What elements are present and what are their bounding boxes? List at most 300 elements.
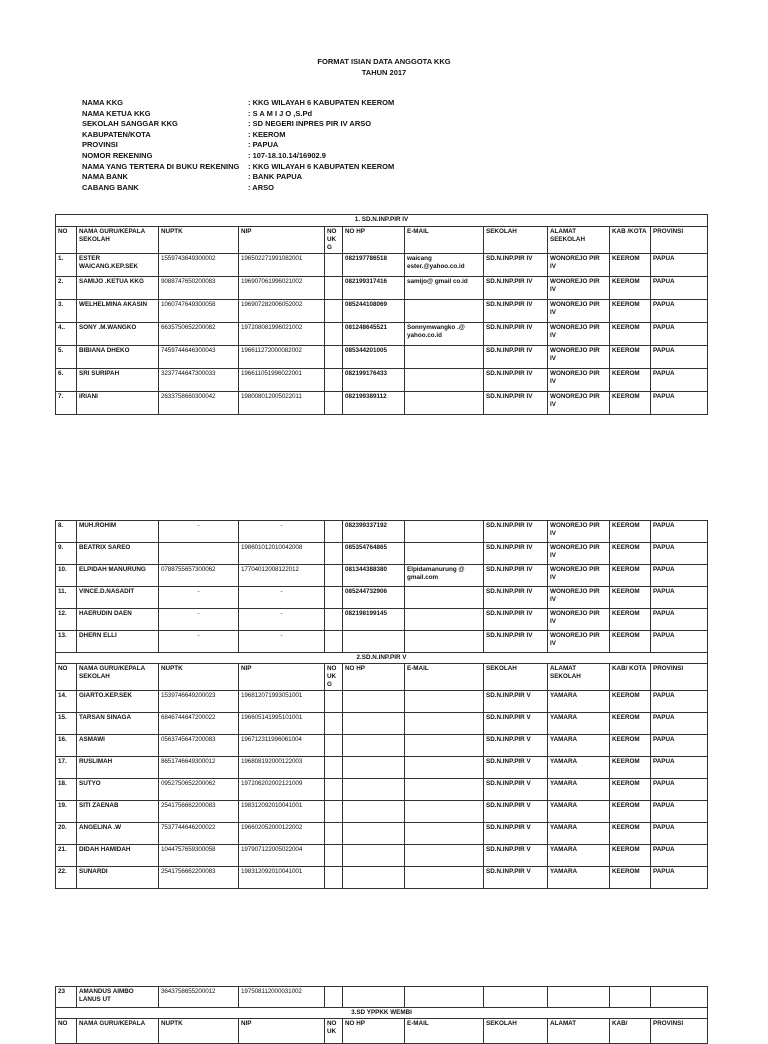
cell-nuptk — [159, 543, 239, 565]
cell-alamat: WONOREJO PIR IV — [548, 609, 610, 631]
cell-kab-kota: KEEROM — [610, 323, 651, 346]
cell-nip: 196611272000082002 — [239, 346, 325, 369]
cell-nuptk: 6635750652200082 — [159, 323, 239, 346]
cell-nuptk: 1539746649200023 — [159, 691, 239, 713]
info-label: KABUPATEN/KOTA — [82, 129, 151, 139]
cell-alamat: YAMARA — [548, 757, 610, 779]
cell-alamat: WONOREJO PIR IV — [548, 369, 610, 392]
column-header-no-hp: NO HP — [343, 227, 405, 254]
cell-nuptk: 7459744646300043 — [159, 346, 239, 369]
cell-nuptk: 2541756662200083 — [159, 801, 239, 823]
cell-email — [405, 845, 484, 867]
cell-kab-kota: KEEROM — [610, 346, 651, 369]
info-value: : KKG WILAYAH 6 KABUPATEN KEEROM — [248, 98, 395, 107]
table-row — [56, 735, 708, 757]
cell-provinsi: PAPUA — [651, 300, 708, 323]
table-body — [56, 521, 708, 653]
cell-no: 13. — [56, 631, 77, 653]
cell-nuptk: 1044757659300058 — [159, 845, 239, 867]
cell-nuptk: 1559743649300002 — [159, 254, 239, 277]
cell-provinsi: PAPUA — [651, 713, 708, 735]
cell-no: 7. — [56, 392, 77, 415]
cell-no-ukg — [325, 254, 343, 277]
cell-email: samijo@ gmail co.id — [405, 277, 484, 300]
cell-provinsi: PAPUA — [651, 691, 708, 713]
cell-kab-kota: KEEROM — [610, 254, 651, 277]
cell-sekolah: SD.N.INP.PIR IV — [484, 300, 548, 323]
cell-email: Elpidamanurung @ gmail.com — [405, 565, 484, 587]
cell-sekolah: SD.N.INP.PIR V — [484, 801, 548, 823]
cell-email — [405, 867, 484, 889]
info-label: NAMA KKG — [82, 98, 123, 107]
table-row — [56, 757, 708, 779]
cell-alamat: WONOREJO PIR IV — [548, 631, 610, 653]
section-title: 1. SD.N.INP.PIR IV — [56, 215, 708, 227]
column-header-no-ukg: NO UK G — [325, 664, 343, 691]
cell-no-ukg — [325, 845, 343, 867]
info-value: : KEEROM — [248, 129, 286, 139]
cell-kab-kota: KEEROM — [610, 565, 651, 587]
cell-nuptk: 9088747650200083 — [159, 277, 239, 300]
cell-sekolah: SD.N.INP.PIR V — [484, 823, 548, 845]
cell-nip: - — [239, 631, 325, 653]
table-row — [56, 845, 708, 867]
table-row — [56, 779, 708, 801]
cell-alamat: YAMARA — [548, 801, 610, 823]
cell-no-hp: 082199389112 — [343, 392, 405, 415]
cell-sekolah: SD.N.INP.PIR IV — [484, 323, 548, 346]
cell-nama: ELPIDAH MANURUNG — [77, 565, 159, 587]
info-value: : SD NEGERI INPRES PIR IV ARSO — [248, 119, 372, 129]
cell-nama: RUSLIMAH — [77, 757, 159, 779]
cell-no-hp — [343, 691, 405, 713]
cell-alamat: WONOREJO PIR IV — [548, 323, 610, 346]
cell-nama: WELHELMINA AKASIN — [77, 300, 159, 323]
column-header-nuptk: NUPTK — [159, 227, 239, 254]
cell-no-ukg — [325, 867, 343, 889]
column-header-alamat: ALAMAT SEEKOLAH — [548, 227, 610, 254]
cell-provinsi: PAPUA — [651, 867, 708, 889]
cell-no-ukg — [325, 823, 343, 845]
cell-no-hp: 085244108069 — [343, 300, 405, 323]
column-header-provinsi: PROVINSI — [651, 664, 708, 691]
cell-sekolah: SD.N.INP.PIR V — [484, 735, 548, 757]
cell-nip: 198312092010041001 — [239, 801, 325, 823]
cell-provinsi: PAPUA — [651, 277, 708, 300]
cell-sekolah: SD.N.INP.PIR V — [484, 713, 548, 735]
cell-no-hp — [343, 779, 405, 801]
cell-nip: 196712311996061004 — [239, 735, 325, 757]
info-label: NAMA YANG TERTERA DI BUKU REKENING — [82, 161, 240, 171]
cell-nama: ASMAWI — [77, 735, 159, 757]
cell-no-ukg — [325, 757, 343, 779]
document-title: FORMAT ISIAN DATA ANGGOTA KKG — [317, 57, 451, 66]
cell-nuptk: 0788755657300062 — [159, 565, 239, 587]
cell-no: 3. — [56, 300, 77, 323]
column-header-kab-kota: KAB/ KOTA — [610, 664, 651, 691]
info-value: : S A M I J O ,S.Pd — [248, 108, 313, 118]
cell-nip: - — [239, 521, 325, 543]
cell-nuptk: 3643758655200012 — [159, 987, 239, 1008]
column-header-nip: NIP — [239, 1019, 325, 1044]
cell-no-ukg — [325, 300, 343, 323]
cell-no: 16. — [56, 735, 77, 757]
cell-nuptk: - — [159, 631, 239, 653]
column-header-nama: NAMA GURU/KEPALA SEKOLAH — [77, 664, 159, 691]
cell-no: 14. — [56, 691, 77, 713]
cell-nip: - — [239, 587, 325, 609]
column-header-row — [56, 664, 708, 691]
cell-no-hp — [343, 757, 405, 779]
cell-kab-kota: KEEROM — [610, 801, 651, 823]
cell-nama: MUH.ROHIM — [77, 521, 159, 543]
cell-nama: SONY .M.WANGKO — [77, 323, 159, 346]
info-value: : 107-18.10.14/16902.9 — [248, 150, 326, 160]
cell-no-ukg — [325, 609, 343, 631]
table-row — [56, 823, 708, 845]
cell-no-ukg — [325, 392, 343, 415]
table-row — [56, 801, 708, 823]
column-header-email: E-MAIL — [405, 1019, 484, 1044]
cell-alamat: YAMARA — [548, 691, 610, 713]
cell-no-ukg — [325, 521, 343, 543]
cell-no: 10. — [56, 565, 77, 587]
table-body — [56, 254, 708, 415]
cell-alamat: YAMARA — [548, 713, 610, 735]
cell-provinsi: PAPUA — [651, 369, 708, 392]
table-row — [56, 543, 708, 565]
cell-provinsi — [651, 987, 708, 1008]
cell-kab-kota: KEEROM — [610, 735, 651, 757]
cell-provinsi: PAPUA — [651, 845, 708, 867]
cell-nama: SRI SURIPAH — [77, 369, 159, 392]
cell-kab-kota: KEEROM — [610, 300, 651, 323]
cell-email — [405, 392, 484, 415]
cell-nuptk: 8651746649300012 — [159, 757, 239, 779]
info-label: NAMA BANK — [82, 172, 128, 182]
cell-kab-kota: KEEROM — [610, 609, 651, 631]
cell-provinsi: PAPUA — [651, 587, 708, 609]
cell-sekolah: SD.N.INP.PIR IV — [484, 565, 548, 587]
member-table-2 — [55, 520, 708, 889]
info-value: : ARSO — [248, 182, 274, 192]
cell-no: 6. — [56, 369, 77, 392]
header-row — [56, 1019, 708, 1044]
cell-kab-kota: KEEROM — [610, 757, 651, 779]
cell-nuptk: 6846744647200022 — [159, 713, 239, 735]
cell-nip: 196812071993051001 — [239, 691, 325, 713]
cell-no-hp: 082199317416 — [343, 277, 405, 300]
cell-no-ukg — [325, 801, 343, 823]
table-row — [56, 277, 708, 300]
cell-alamat: WONOREJO PIR IV — [548, 565, 610, 587]
cell-nuptk: 0952750652200062 — [159, 779, 239, 801]
table-row — [56, 369, 708, 392]
cell-provinsi: PAPUA — [651, 254, 708, 277]
info-label: PROVINSI — [82, 140, 118, 150]
cell-no-hp — [343, 713, 405, 735]
cell-nuptk: 0563745647200083 — [159, 735, 239, 757]
cell-nuptk: - — [159, 587, 239, 609]
table-body — [56, 691, 708, 889]
cell-nip: 196611051996022001 — [239, 369, 325, 392]
cell-kab-kota: KEEROM — [610, 587, 651, 609]
cell-sekolah: SD.N.INP.PIR IV — [484, 521, 548, 543]
cell-alamat: WONOREJO PIR IV — [548, 254, 610, 277]
cell-nama: ANGELINA .W — [77, 823, 159, 845]
cell-provinsi: PAPUA — [651, 346, 708, 369]
cell-nuptk: - — [159, 521, 239, 543]
cell-no: 21. — [56, 845, 77, 867]
cell-provinsi: PAPUA — [651, 392, 708, 415]
column-header-sekolah: SEKOLAH — [484, 227, 548, 254]
column-header-nip: NIP — [239, 227, 325, 254]
cell-nip: 196602052000122002 — [239, 823, 325, 845]
cell-no: 15. — [56, 713, 77, 735]
cell-no-hp: 085354764865 — [343, 543, 405, 565]
cell-nuptk: 2633758660300042 — [159, 392, 239, 415]
cell-email — [405, 823, 484, 845]
cell-no-hp: 082198199145 — [343, 609, 405, 631]
cell-email — [405, 587, 484, 609]
cell-provinsi: PAPUA — [651, 735, 708, 757]
column-header-no-ukg: NO UK — [325, 1019, 343, 1044]
column-header-nip: NIP — [239, 664, 325, 691]
cell-alamat: YAMARA — [548, 823, 610, 845]
cell-sekolah — [484, 987, 548, 1008]
info-value: : BANK PAPUA — [248, 172, 303, 182]
cell-alamat: WONOREJO PIR IV — [548, 346, 610, 369]
cell-nip: - — [239, 609, 325, 631]
cell-email — [405, 609, 484, 631]
cell-no-ukg — [325, 565, 343, 587]
cell-no-hp — [343, 845, 405, 867]
cell-alamat: WONOREJO PIR IV — [548, 392, 610, 415]
cell-nama: GIARTO.KEP.SEK — [77, 691, 159, 713]
cell-no: 1. — [56, 254, 77, 277]
cell-sekolah: SD.N.INP.PIR IV — [484, 254, 548, 277]
cell-provinsi: PAPUA — [651, 565, 708, 587]
column-header-nuptk: NUPTK — [159, 1019, 239, 1044]
cell-kab-kota: KEEROM — [610, 521, 651, 543]
cell-nama: IRIANI — [77, 392, 159, 415]
cell-provinsi: PAPUA — [651, 323, 708, 346]
column-header-email: E-MAIL — [405, 227, 484, 254]
cell-email — [405, 757, 484, 779]
cell-no-ukg — [325, 277, 343, 300]
cell-sekolah: SD.N.INP.PIR V — [484, 867, 548, 889]
cell-no: 22. — [56, 867, 77, 889]
document-year: TAHUN 2017 — [361, 68, 407, 77]
cell-nip: 198008012005022011 — [239, 392, 325, 415]
cell-no: 12. — [56, 609, 77, 631]
cell-alamat: WONOREJO PIR IV — [548, 587, 610, 609]
column-header-nama: NAMA GURU/KEPALA SEKOLAH — [77, 227, 159, 254]
info-value: : PAPUA — [248, 140, 279, 150]
column-header-email: E-MAIL — [405, 664, 484, 691]
column-header-no-hp: NO HP — [343, 1019, 405, 1044]
cell-alamat: YAMARA — [548, 845, 610, 867]
cell-nip: 197508112000031002 — [239, 987, 325, 1008]
table-row — [56, 323, 708, 346]
cell-kab-kota: KEEROM — [610, 845, 651, 867]
column-header-nama: NAMA GURU/KEPALA — [77, 1019, 159, 1044]
cell-nama: SITI ZAENAB — [77, 801, 159, 823]
cell-no: 5. — [56, 346, 77, 369]
cell-nip: 196808192000122003 — [239, 757, 325, 779]
cell-nip: 198312092010041001 — [239, 867, 325, 889]
table-row — [56, 631, 708, 653]
section-row — [56, 215, 708, 227]
cell-no: 9. — [56, 543, 77, 565]
cell-alamat: YAMARA — [548, 735, 610, 757]
cell-sekolah: SD.N.INP.PIR V — [484, 845, 548, 867]
cell-no: 4.. — [56, 323, 77, 346]
cell-email — [405, 987, 484, 1008]
cell-nama: BIBIANA DHEKO — [77, 346, 159, 369]
cell-sekolah: SD.N.INP.PIR IV — [484, 369, 548, 392]
cell-kab-kota: KEEROM — [610, 779, 651, 801]
cell-alamat: WONOREJO PIR IV — [548, 543, 610, 565]
cell-sekolah: SD.N.INP.PIR IV — [484, 392, 548, 415]
cell-email — [405, 779, 484, 801]
cell-nip: 196907282006052002 — [239, 300, 325, 323]
cell-provinsi: PAPUA — [651, 609, 708, 631]
cell-nama: VINCE.D.NASADIT — [77, 587, 159, 609]
cell-email — [405, 713, 484, 735]
table-row — [56, 346, 708, 369]
column-header-nuptk: NUPTK — [159, 664, 239, 691]
cell-email — [405, 801, 484, 823]
cell-sekolah: SD.N.INP.PIR V — [484, 779, 548, 801]
cell-nuptk: - — [159, 609, 239, 631]
table-row — [56, 565, 708, 587]
column-header-alamat: ALAMAT — [548, 1019, 610, 1044]
column-header-row — [56, 227, 708, 254]
cell-nama: HAERUDIN DAEN — [77, 609, 159, 631]
header-row — [56, 664, 708, 691]
cell-sekolah: SD.N.INP.PIR IV — [484, 587, 548, 609]
column-header-no: NO — [56, 227, 77, 254]
cell-no-ukg — [325, 587, 343, 609]
cell-no-ukg — [325, 735, 343, 757]
cell-nip: 197208081996021002 — [239, 323, 325, 346]
cell-kab-kota: KEEROM — [610, 277, 651, 300]
cell-provinsi: PAPUA — [651, 801, 708, 823]
table-row — [56, 691, 708, 713]
cell-sekolah: SD.N.INP.PIR IV — [484, 543, 548, 565]
column-header-sekolah: SEKOLAH — [484, 664, 548, 691]
cell-sekolah: SD.N.INP.PIR IV — [484, 609, 548, 631]
cell-email: waicang ester.@yahoo.co.id — [405, 254, 484, 277]
cell-no: 23 — [56, 987, 77, 1008]
section-row — [56, 1008, 708, 1019]
cell-nuptk: 3237744647300033 — [159, 369, 239, 392]
cell-no-ukg — [325, 691, 343, 713]
cell-alamat: YAMARA — [548, 779, 610, 801]
table-row — [56, 609, 708, 631]
cell-email — [405, 369, 484, 392]
cell-nip: 197907122005022004 — [239, 845, 325, 867]
cell-email — [405, 631, 484, 653]
cell-no: 8. — [56, 521, 77, 543]
cell-kab-kota: KEEROM — [610, 631, 651, 653]
cell-email — [405, 543, 484, 565]
cell-no-hp — [343, 735, 405, 757]
cell-provinsi: PAPUA — [651, 631, 708, 653]
table-body — [56, 987, 708, 1008]
section-row — [56, 653, 708, 664]
cell-no-hp — [343, 823, 405, 845]
table-row — [56, 587, 708, 609]
cell-sekolah: SD.N.INP.PIR IV — [484, 346, 548, 369]
cell-no-hp — [343, 867, 405, 889]
cell-nama: SUTYO — [77, 779, 159, 801]
cell-nama: DHERN ELLI — [77, 631, 159, 653]
cell-provinsi: PAPUA — [651, 543, 708, 565]
cell-kab-kota: KEEROM — [610, 691, 651, 713]
cell-no-hp: 082199176433 — [343, 369, 405, 392]
cell-sekolah: SD.N.INP.PIR IV — [484, 277, 548, 300]
cell-sekolah: SD.N.INP.PIR V — [484, 691, 548, 713]
table-row — [56, 392, 708, 415]
cell-kab-kota — [610, 987, 651, 1008]
cell-no-ukg — [325, 323, 343, 346]
info-value: : KKG WILAYAH 6 KABUPATEN KEEROM — [248, 161, 395, 171]
cell-no-hp: 081248645521 — [343, 323, 405, 346]
column-header-no-hp: NO HP — [343, 664, 405, 691]
cell-no-ukg — [325, 369, 343, 392]
cell-no-hp — [343, 987, 405, 1008]
info-label: NAMA KETUA KKG — [82, 108, 151, 118]
cell-alamat: YAMARA — [548, 867, 610, 889]
cell-nip: 196605141995101001 — [239, 713, 325, 735]
cell-no-ukg — [325, 987, 343, 1008]
cell-kab-kota: KEEROM — [610, 369, 651, 392]
cell-nuptk: 7537744646200022 — [159, 823, 239, 845]
header-row — [56, 227, 708, 254]
cell-no: 19. — [56, 801, 77, 823]
cell-no-hp — [343, 631, 405, 653]
cell-kab-kota: KEEROM — [610, 392, 651, 415]
cell-nama: DIDAH HAMIDAH — [77, 845, 159, 867]
cell-nama: SUNARDI — [77, 867, 159, 889]
table-row — [56, 300, 708, 323]
cell-nip: 197206202002121009 — [239, 779, 325, 801]
info-label: CABANG BANK — [82, 182, 139, 192]
column-header-kab-kota: KAB/ — [610, 1019, 651, 1044]
cell-no-hp: 085244732906 — [343, 587, 405, 609]
column-header-sekolah: SEKOLAH — [484, 1019, 548, 1044]
cell-kab-kota: KEEROM — [610, 823, 651, 845]
column-header-alamat: ALAMAT SEKOLAH — [548, 664, 610, 691]
cell-no-hp: 082399337192 — [343, 521, 405, 543]
cell-no-hp: 082197786518 — [343, 254, 405, 277]
cell-email — [405, 735, 484, 757]
cell-email — [405, 300, 484, 323]
cell-no-ukg — [325, 346, 343, 369]
cell-kab-kota: KEEROM — [610, 867, 651, 889]
cell-email — [405, 521, 484, 543]
cell-nama: ESTER WAICANG.KEP.SEK — [77, 254, 159, 277]
table-row — [56, 867, 708, 889]
cell-no-hp: 085344201005 — [343, 346, 405, 369]
cell-alamat: WONOREJO PIR IV — [548, 521, 610, 543]
cell-nip: 17704012008122012 — [239, 565, 325, 587]
cell-no: 11. — [56, 587, 77, 609]
cell-nip: 196502271991082001 — [239, 254, 325, 277]
cell-no: 18. — [56, 779, 77, 801]
